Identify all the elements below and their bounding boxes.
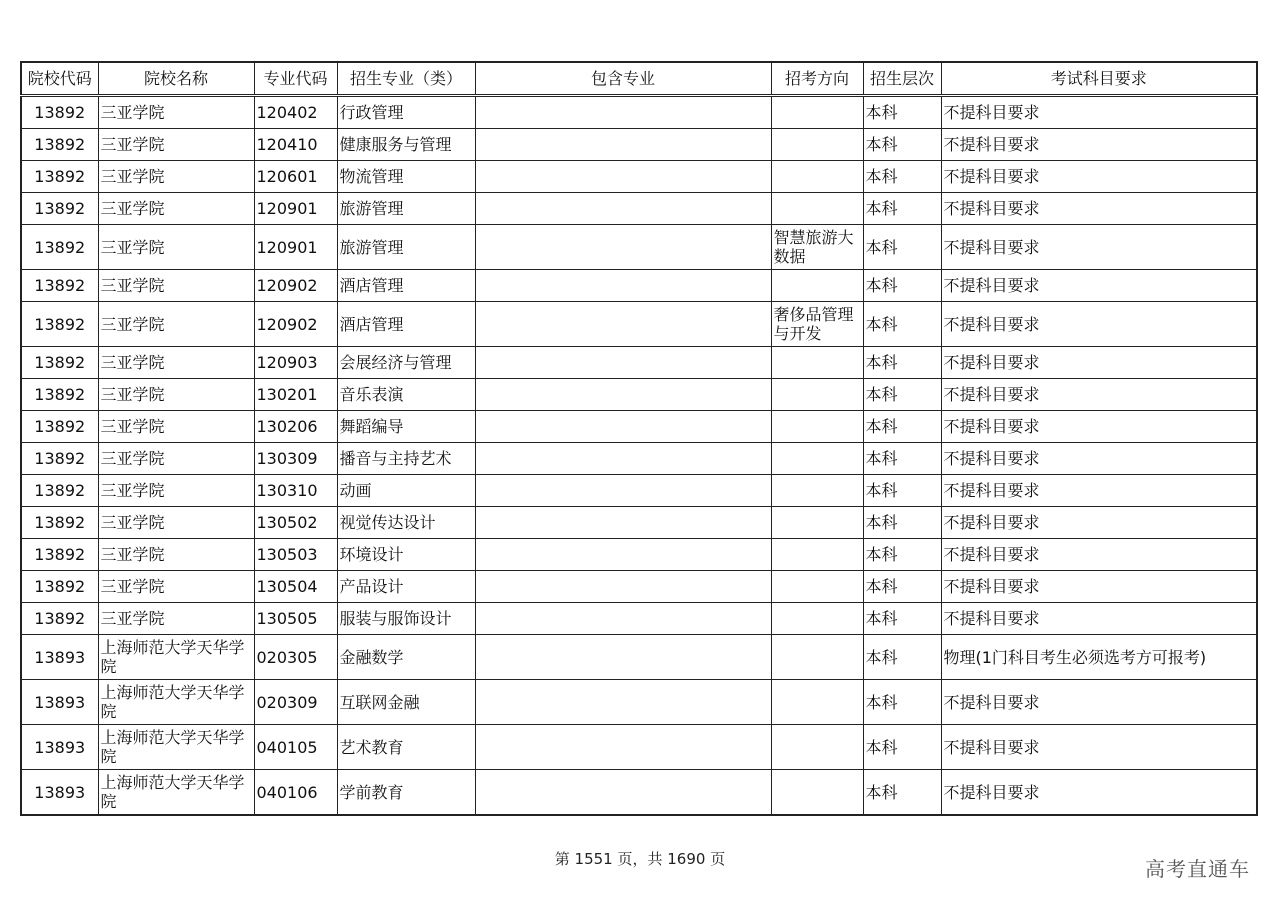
cell-included-majors [475,725,771,770]
cell-direction [771,680,863,725]
cell-included-majors [475,379,771,411]
cell-subject-requirement: 不提科目要求 [941,725,1257,770]
cell-direction [771,411,863,443]
cell-school-code: 13893 [21,725,98,770]
cell-direction [771,635,863,680]
cell-subject-requirement: 不提科目要求 [941,270,1257,302]
cell-school-code: 13892 [21,225,98,270]
cell-major-code: 130206 [254,411,337,443]
cell-school-code: 13892 [21,475,98,507]
cell-direction [771,129,863,161]
table-row [21,193,1257,225]
cell-included-majors [475,161,771,193]
header-major: 招生专业（类） [337,62,475,96]
cell-subject-requirement: 不提科目要求 [941,96,1257,129]
cell-school-code: 13893 [21,680,98,725]
cell-major-code: 040105 [254,725,337,770]
cell-direction: 奢侈品管理与开发 [771,302,863,347]
table-row [21,347,1257,379]
cell-level: 本科 [863,770,941,816]
cell-included-majors [475,571,771,603]
cell-level: 本科 [863,225,941,270]
cell-direction [771,539,863,571]
cell-school-name: 三亚学院 [98,302,254,347]
table-row [21,129,1257,161]
cell-school-code: 13892 [21,507,98,539]
cell-major-code: 120901 [254,225,337,270]
table-row [21,161,1257,193]
cell-subject-requirement: 不提科目要求 [941,539,1257,571]
cell-level: 本科 [863,680,941,725]
cell-school-name: 三亚学院 [98,475,254,507]
cell-subject-requirement: 不提科目要求 [941,411,1257,443]
cell-direction [771,347,863,379]
cell-direction [771,161,863,193]
cell-major: 环境设计 [337,539,475,571]
cell-level: 本科 [863,270,941,302]
cell-direction [771,270,863,302]
cell-school-code: 13892 [21,603,98,635]
table-row [21,539,1257,571]
cell-included-majors [475,680,771,725]
cell-included-majors [475,270,771,302]
cell-major-code: 130504 [254,571,337,603]
cell-subject-requirement: 不提科目要求 [941,347,1257,379]
table-row [21,770,1257,816]
cell-subject-requirement: 物理(1门科目考生必须选考方可报考) [941,635,1257,680]
cell-major-code: 130201 [254,379,337,411]
cell-included-majors [475,507,771,539]
cell-school-name: 三亚学院 [98,411,254,443]
cell-school-name: 三亚学院 [98,603,254,635]
table-row [21,443,1257,475]
cell-direction [771,193,863,225]
cell-major-code: 120902 [254,302,337,347]
cell-major: 互联网金融 [337,680,475,725]
table-row [21,379,1257,411]
header-school-name: 院校名称 [98,62,254,96]
cell-subject-requirement: 不提科目要求 [941,507,1257,539]
cell-subject-requirement: 不提科目要求 [941,571,1257,603]
cell-school-name: 三亚学院 [98,347,254,379]
cell-school-name: 上海师范大学天华学院 [98,635,254,680]
cell-level: 本科 [863,129,941,161]
cell-subject-requirement: 不提科目要求 [941,193,1257,225]
cell-subject-requirement: 不提科目要求 [941,770,1257,816]
cell-direction [771,475,863,507]
cell-school-code: 13892 [21,539,98,571]
cell-level: 本科 [863,475,941,507]
cell-level: 本科 [863,443,941,475]
cell-major: 酒店管理 [337,302,475,347]
cell-school-name: 三亚学院 [98,225,254,270]
cell-school-code: 13892 [21,96,98,129]
cell-subject-requirement: 不提科目要求 [941,475,1257,507]
cell-level: 本科 [863,571,941,603]
header-direction: 招考方向 [771,62,863,96]
cell-school-code: 13892 [21,129,98,161]
cell-school-name: 三亚学院 [98,507,254,539]
header-school-code: 院校代码 [21,62,98,96]
cell-major: 播音与主持艺术 [337,443,475,475]
cell-included-majors [475,129,771,161]
cell-included-majors [475,302,771,347]
cell-major: 行政管理 [337,96,475,129]
cell-included-majors [475,411,771,443]
cell-direction [771,96,863,129]
cell-school-name: 三亚学院 [98,129,254,161]
cell-school-code: 13892 [21,571,98,603]
cell-major: 服装与服饰设计 [337,603,475,635]
cell-subject-requirement: 不提科目要求 [941,302,1257,347]
cell-included-majors [475,443,771,475]
cell-major: 金融数学 [337,635,475,680]
table-row [21,225,1257,270]
cell-school-code: 13892 [21,411,98,443]
table-row [21,507,1257,539]
cell-school-name: 上海师范大学天华学院 [98,725,254,770]
cell-major: 学前教育 [337,770,475,816]
cell-major-code: 130505 [254,603,337,635]
table-row [21,603,1257,635]
cell-school-code: 13892 [21,270,98,302]
cell-major-code: 130502 [254,507,337,539]
cell-direction [771,507,863,539]
cell-major-code: 130309 [254,443,337,475]
cell-major: 旅游管理 [337,193,475,225]
cell-level: 本科 [863,411,941,443]
cell-major: 酒店管理 [337,270,475,302]
cell-direction [771,379,863,411]
table-row [21,725,1257,770]
cell-subject-requirement: 不提科目要求 [941,443,1257,475]
cell-included-majors [475,347,771,379]
header-subject-requirement: 考试科目要求 [941,62,1257,96]
table-row [21,96,1257,129]
cell-direction [771,571,863,603]
table-row [21,302,1257,347]
header-included-majors: 包含专业 [475,62,771,96]
table-row [21,635,1257,680]
cell-school-name: 三亚学院 [98,193,254,225]
cell-major-code: 020305 [254,635,337,680]
cell-school-name: 三亚学院 [98,539,254,571]
header-major-code: 专业代码 [254,62,337,96]
cell-level: 本科 [863,379,941,411]
cell-school-code: 13892 [21,347,98,379]
table-row [21,475,1257,507]
cell-subject-requirement: 不提科目要求 [941,161,1257,193]
cell-school-code: 13892 [21,161,98,193]
cell-school-name: 上海师范大学天华学院 [98,770,254,816]
cell-direction [771,725,863,770]
cell-major-code: 120901 [254,193,337,225]
cell-direction [771,443,863,475]
cell-subject-requirement: 不提科目要求 [941,225,1257,270]
cell-included-majors [475,193,771,225]
cell-level: 本科 [863,635,941,680]
cell-major-code: 040106 [254,770,337,816]
cell-school-name: 三亚学院 [98,443,254,475]
cell-level: 本科 [863,725,941,770]
cell-school-code: 13892 [21,379,98,411]
cell-school-code: 13893 [21,770,98,816]
cell-major-code: 130310 [254,475,337,507]
watermark: 高考直通车 [1145,857,1250,881]
cell-direction [771,603,863,635]
cell-level: 本科 [863,193,941,225]
cell-major: 健康服务与管理 [337,129,475,161]
cell-level: 本科 [863,161,941,193]
cell-school-name: 三亚学院 [98,161,254,193]
cell-level: 本科 [863,302,941,347]
cell-level: 本科 [863,347,941,379]
page-number: 第 1551 页，共 1690 页 [554,850,726,868]
cell-school-name: 三亚学院 [98,379,254,411]
cell-subject-requirement: 不提科目要求 [941,379,1257,411]
cell-major: 会展经济与管理 [337,347,475,379]
cell-level: 本科 [863,96,941,129]
cell-major: 旅游管理 [337,225,475,270]
cell-school-code: 13893 [21,635,98,680]
cell-school-code: 13892 [21,302,98,347]
cell-included-majors [475,225,771,270]
table-row [21,270,1257,302]
cell-included-majors [475,475,771,507]
cell-major-code: 120902 [254,270,337,302]
enrollment-table [20,61,1258,816]
header-level: 招生层次 [863,62,941,96]
cell-included-majors [475,539,771,571]
cell-included-majors [475,603,771,635]
cell-direction: 智慧旅游大数据 [771,225,863,270]
cell-school-name: 三亚学院 [98,96,254,129]
cell-major: 动画 [337,475,475,507]
table-row [21,571,1257,603]
cell-major: 物流管理 [337,161,475,193]
cell-major: 舞蹈编导 [337,411,475,443]
cell-major: 视觉传达设计 [337,507,475,539]
table-header-row [21,62,1257,96]
cell-school-name: 三亚学院 [98,270,254,302]
cell-level: 本科 [863,603,941,635]
cell-included-majors [475,770,771,816]
cell-major: 音乐表演 [337,379,475,411]
table-row [21,680,1257,725]
cell-level: 本科 [863,539,941,571]
cell-school-code: 13892 [21,193,98,225]
cell-subject-requirement: 不提科目要求 [941,129,1257,161]
cell-direction [771,770,863,816]
table-row [21,411,1257,443]
cell-major: 艺术教育 [337,725,475,770]
cell-school-name: 上海师范大学天华学院 [98,680,254,725]
cell-level: 本科 [863,507,941,539]
cell-school-code: 13892 [21,443,98,475]
cell-major: 产品设计 [337,571,475,603]
cell-subject-requirement: 不提科目要求 [941,603,1257,635]
cell-included-majors [475,635,771,680]
cell-major-code: 120410 [254,129,337,161]
cell-school-name: 三亚学院 [98,571,254,603]
cell-included-majors [475,96,771,129]
cell-major-code: 120903 [254,347,337,379]
cell-major-code: 120601 [254,161,337,193]
cell-major-code: 130503 [254,539,337,571]
cell-major-code: 020309 [254,680,337,725]
cell-major-code: 120402 [254,96,337,129]
cell-subject-requirement: 不提科目要求 [941,680,1257,725]
